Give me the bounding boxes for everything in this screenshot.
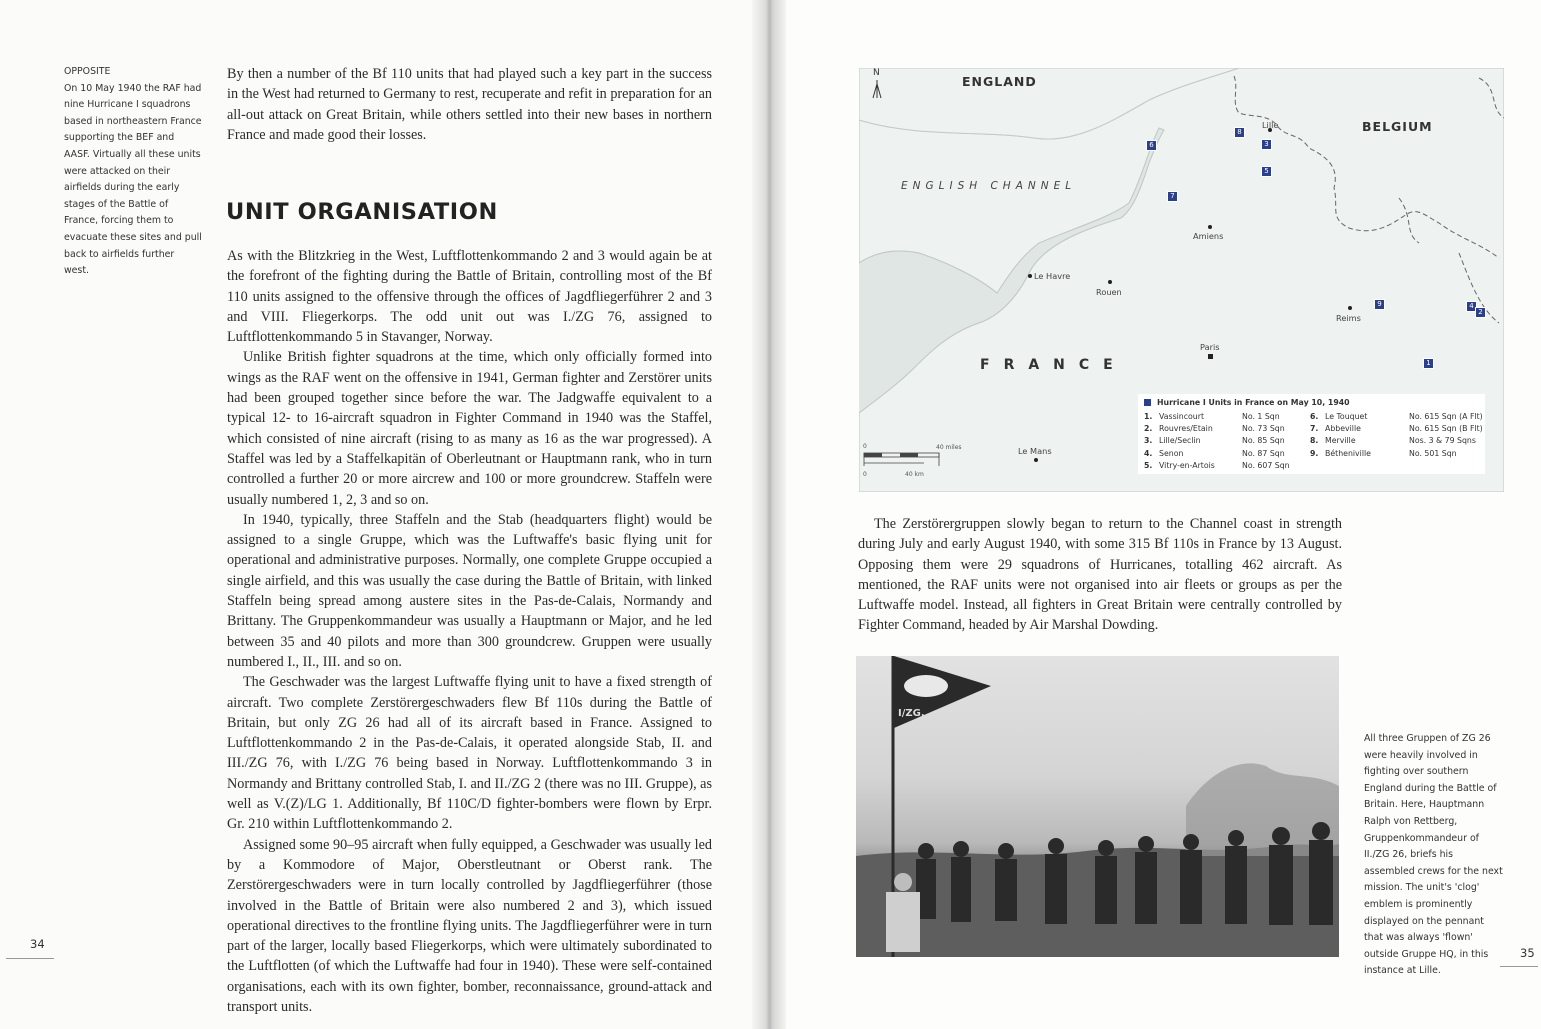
footer-rule-right (1500, 966, 1538, 967)
city-dot-le-havre (1028, 274, 1032, 278)
marker-6: 6 (1146, 140, 1157, 151)
legend-row: 4. Senon (1144, 448, 1184, 458)
legend-units-right: No. 615 Sqn (A Flt) No. 615 Sqn (B Flt) Nos. 3 & 79 Sqns No. 501 Sqn (1409, 412, 1483, 458)
footer-rule (6, 958, 54, 959)
legend-swatch (1144, 399, 1151, 406)
intro-text: By then a number of the Bf 110 units that had played such a key part in the success in the West had returned to Germany to rest, recuperate and refit in preparation for an all-out attack on Great Britain, while others settled into their new bases in northern France and made good their losses. (227, 66, 712, 143)
marker-2: 2 (1475, 307, 1486, 318)
marker-4: 4 (1466, 301, 1477, 312)
sidebar-text: On 10 May 1940 the RAF had nine Hurricane I squadrons based in northeastern France supporting the BEF and AASF. Virtually all these units were attacked on their airfields during the early stages of the Battle of France, forcing them to evacuate these sites and pull back to airfields further west. (64, 82, 202, 277)
right-paragraph: The Zerstörergruppen slowly began to return to the Channel coast in strength during July and early August 1940, with some 315 Bf 110s in France by 13 August. Opposing them were 29 squadrons of Hurricanes, totalling 462 aircraft. As mentioned, the RAF units were not organised into air fleets or groups as per the Luftwaffe model. Instead, all fighters in Great Britain were centrally controlled by Fighter Command, headed by Air Marshal Dowding. (858, 516, 1342, 634)
legend-row: 2. Rouvres/Etain (1144, 424, 1213, 434)
map-legend (1138, 394, 1485, 474)
sidebar-label: OPPOSITE (64, 66, 111, 77)
legend-row: 8. Merville (1310, 436, 1356, 446)
paragraph: In 1940, typically, three Staffeln and the Stab (headquarters flight) would be assigned to a single Gruppe, which was the Luftwaffe's basic flying unit for operational and administrative purposes. Normally, one complete Gruppe occupied a single airfield, and this was usually the case during the Battle of Britain, with linked Staffeln being spread among austere sites in the Pas-de-Calais, Normandy and Brittany. The Gruppenkommandeur was usually a Hauptmann or Major, and he led between 35 and 40 pilots and more than 300 groundcrew. Gruppen were usually numbered I., II., III. and so on. (227, 511, 712, 670)
city-square-paris (1208, 354, 1213, 359)
city-amiens: Amiens (1193, 231, 1224, 241)
scale-km: 40 km (905, 471, 924, 478)
photo-caption: All three Gruppen of ZG 26 were heavily involved in fighting over southern England during the Battle of Britain. Here, Hauptmann Ralph von Rettberg, Gruppenkommandeur of II./ZG 26, briefs his assembled crews for the next mission. The unit's 'clog' emblem is prominently displayed on the pennant that was always 'flown' outside Gruppe HQ, in this instance at Lille. (1364, 733, 1503, 977)
city-dot-rouen (1108, 280, 1112, 284)
city-reims: Reims (1336, 313, 1361, 323)
legend-row: 5. Vitry-en-Artois (1144, 460, 1215, 470)
paragraph: As with the Blitzkrieg in the West, Luftflottenkommando 2 and 3 would again be at the forefront of the fighting during the Battle of Britain, controlling most of the Bf 110 units assigned to the offensive through the offices of Jagdfliegerführer 2 and 3 and VIII. Fliegerkorps. The odd unit out was I./ZG 76, assigned to Luftflottenkommando 5 in Stavanger, Norway. (227, 248, 712, 346)
city-dot-amiens (1208, 225, 1212, 229)
marker-5: 5 (1261, 166, 1272, 177)
city-lille: Lille (1262, 120, 1279, 130)
map (859, 68, 1504, 492)
flag-text: I/ZG. (898, 708, 925, 719)
left-page (0, 0, 770, 1029)
page-number-left: 34 (30, 937, 45, 951)
paragraph: Unlike British fighter squadrons at the time, which only officially formed into wings as the RAF went on the offensive in 1941, German fighter and Zerstörer units had been grouped together since before the war. The Jadgwaffe equivalent to a typical 12- to 16-aircraft squadron in Fighter Command in 1940 was the Staffel, which consisted of nine aircraft (rising to as many as 16 as the war progressed). A Staffel was led by a Staffelkapitän of Oberleutnant or Hauptmann rank, who in turn controlled a further 20 or more aircrew and 100 or more groundcrew. Staffeln were usually numbered 1, 2, 3 and so on. (227, 349, 712, 508)
legend-row: 6. Le Touquet (1310, 412, 1368, 421)
legend-title-text: Hurricane I Units in France on May 10, 1940 (1157, 398, 1350, 407)
scale-zero-top: 0 (863, 443, 867, 450)
marker-8: 8 (1234, 127, 1245, 138)
photo-briefing (856, 656, 1339, 957)
sidebar-caption (64, 64, 202, 280)
north-label: N (873, 68, 880, 78)
city-dot-reims (1348, 306, 1352, 310)
marker-7: 7 (1167, 191, 1178, 202)
paragraph: Assigned some 90–95 aircraft when fully equipped, a Geschwader was usually led by a Kommodore of Major, Oberstleutnant or Oberst rank. The Zerstörergeschwaders were in turn locally controlled by Jagdfliegerführer (those involved in the Battle of Britain were also numbered 2 and 3), which issued operational directives to the frontline flying units. The Jagdfliegerführer were in turn part of the larger, locally based Fliegerkorps, which were ultimately subordinated to the Luftflotten (of which the Luftwaffe had four in 1940). These were self-contained organisations, each with its own fighter, bomber, reconnaissance, ground-attack and transport units. (227, 836, 712, 1015)
label-france: FRANCE (980, 357, 1127, 373)
paragraph: The Geschwader was the largest Luftwaffe flying unit to have a fixed strength of aircraft. Two complete Zerstörergeschwaders flew Bf 110s during the Battle of Britain, but only ZG 26 had all of its aircraft based in France. Assigned to Luftflottenkommando 2 in the Pas-de-Calais, it operated alongside Stab, II. and III./ZG 76, with I./ZG 76 being based in Norway. Luftflottenkommando 3 in Normandy and Brittany controlled Stab, I. and II./ZG 2 (there was no III. Gruppe), as well as V.(Z)/LG 1. Additionally, Bf 110C/D fighter-bombers were flown by Erpr. Gr. 210 within Luftflottenkommando 2. (227, 674, 712, 833)
label-england: ENGLAND (962, 74, 1037, 89)
scale-miles: 40 miles (936, 444, 962, 451)
legend-places-right (1310, 411, 1371, 460)
intro-paragraph (227, 64, 712, 145)
city-le-havre: Le Havre (1034, 271, 1071, 281)
section-heading: UNIT ORGANISATION (226, 199, 498, 225)
label-english-channel: ENGLISH CHANNEL (901, 180, 1077, 192)
legend-row: 1. Vassincourt (1144, 412, 1204, 421)
page-number-right: 35 (1520, 946, 1535, 960)
book-gutter (752, 0, 786, 1029)
city-le-mans: Le Mans (1018, 446, 1052, 456)
legend-row: 9. Bétheniville (1310, 448, 1371, 458)
legend-places-left (1144, 411, 1215, 472)
city-rouen: Rouen (1096, 287, 1122, 297)
legend-row: 3. Lille/Seclin (1144, 436, 1201, 446)
label-belgium: BELGIUM (1362, 119, 1433, 134)
city-dot-le-mans (1034, 458, 1038, 462)
legend-title (1144, 398, 1350, 407)
marker-3: 3 (1261, 139, 1272, 150)
scale-zero-bottom: 0 (863, 471, 867, 478)
main-body (227, 246, 712, 1017)
legend-units-left: No. 1 Sqn No. 73 Sqn No. 85 Sqn No. 87 Sqn No. 607 Sqn (1242, 412, 1290, 470)
legend-row: 7. Abbeville (1310, 424, 1361, 434)
photo-illustration (856, 656, 1339, 957)
city-paris: Paris (1200, 342, 1220, 352)
marker-9: 9 (1374, 299, 1385, 310)
marker-1: 1 (1423, 358, 1434, 369)
